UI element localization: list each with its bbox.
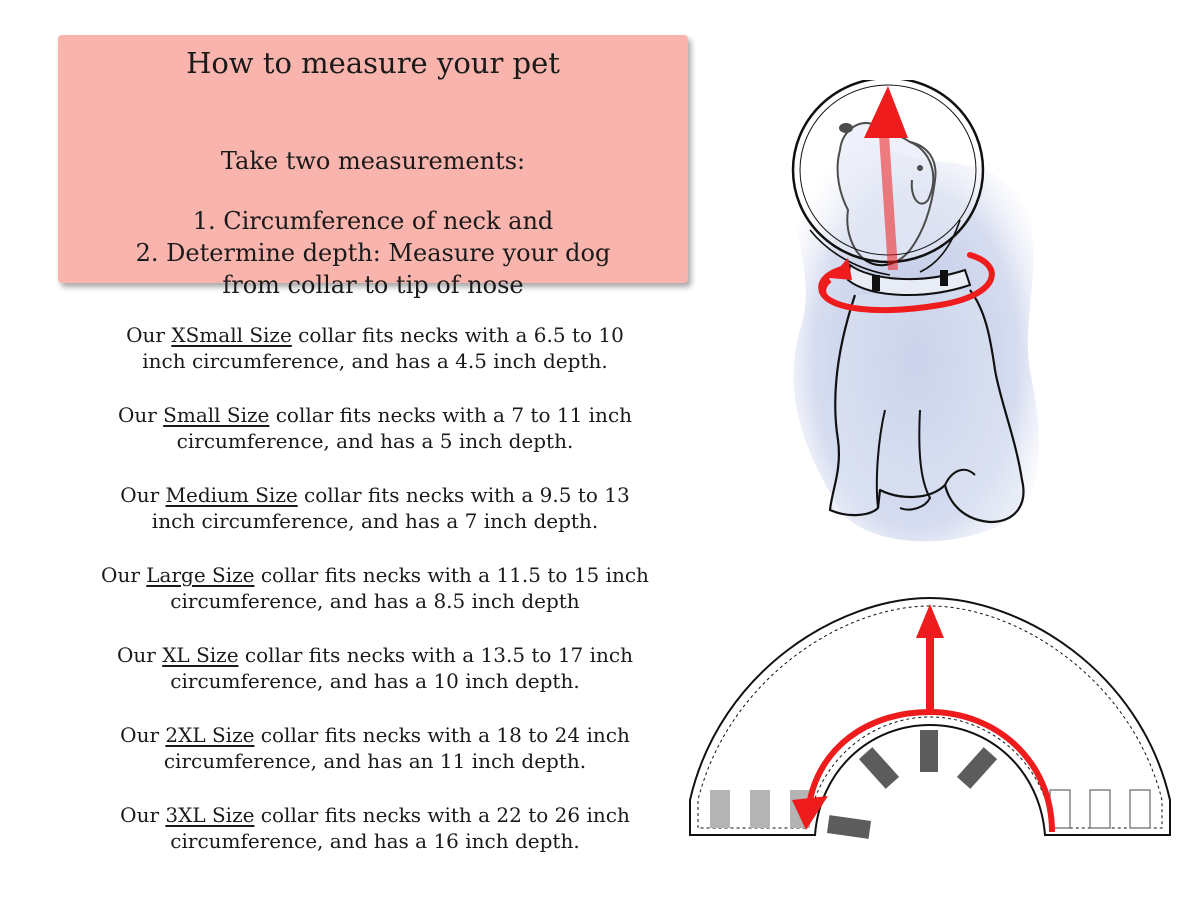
pattern-depth-arrow-shaft <box>926 630 934 712</box>
size-item-xl <box>70 642 680 722</box>
size-prefix: Our <box>117 403 164 427</box>
size-description: collar fits necks with a 9.5 to 13 <box>297 483 630 507</box>
slot-filled <box>710 790 730 828</box>
size-item-xsmall <box>70 322 680 402</box>
size-description-cont: circumference, and has an 11 inch depth. <box>163 749 587 773</box>
size-prefix: Our <box>116 643 163 667</box>
collar-clip <box>940 270 948 286</box>
size-name: 3XL Size <box>165 803 255 827</box>
size-item-2xl <box>70 722 680 802</box>
collar-clip <box>872 275 880 291</box>
size-name: XSmall Size <box>171 323 292 347</box>
size-description-cont: circumference, and has a 8.5 inch depth <box>170 589 580 613</box>
cone-pattern-diagram <box>680 590 1180 850</box>
size-list <box>70 322 680 882</box>
size-prefix: Our <box>126 323 172 347</box>
size-description: collar fits necks with a 6.5 to 10 <box>291 323 624 347</box>
size-name: 2XL Size <box>165 723 255 747</box>
size-name: XL Size <box>162 643 239 667</box>
slot-filled <box>750 790 770 828</box>
size-item-medium <box>70 482 680 562</box>
size-description-cont: circumference, and has a 10 inch depth. <box>170 669 580 693</box>
instructions-text <box>58 145 688 301</box>
size-prefix: Our <box>120 483 166 507</box>
instruction-step-2: 2. Determine depth: Measure your dog <box>135 239 611 267</box>
size-description-cont: inch circumference, and has a 7 inch depth. <box>151 509 599 533</box>
size-description: collar fits necks with a 22 to 26 inch <box>254 803 630 827</box>
size-item-large <box>70 562 680 642</box>
size-name: Small Size <box>163 403 270 427</box>
size-item-small <box>70 402 680 482</box>
size-name: Medium Size <box>165 483 298 507</box>
instruction-step-1: 1. Circumference of neck and <box>192 207 554 235</box>
collar-tab <box>957 747 997 789</box>
size-description: collar fits necks with a 13.5 to 17 inch <box>238 643 633 667</box>
collar-tab <box>920 730 938 772</box>
collar-tab <box>859 747 899 789</box>
size-description-cont: circumference, and has a 16 inch depth. <box>170 829 580 853</box>
size-description: collar fits necks with a 11.5 to 15 inch <box>254 563 649 587</box>
collar-tab <box>827 815 871 839</box>
dog-with-cone-illustration <box>760 80 1060 560</box>
size-prefix: Our <box>120 723 166 747</box>
size-description-cont: circumference, and has a 5 inch depth. <box>176 429 574 453</box>
size-description: collar fits necks with a 18 to 24 inch <box>254 723 630 747</box>
size-prefix: Our <box>120 803 166 827</box>
size-item-3xl <box>70 802 680 882</box>
size-description-cont: inch circumference, and has a 4.5 inch depth. <box>142 349 608 373</box>
instructions-box <box>58 35 688 299</box>
size-prefix: Our <box>101 563 147 587</box>
size-name: Large Size <box>146 563 255 587</box>
page-title: How to measure your pet <box>186 46 560 80</box>
size-description: collar fits necks with a 7 to 11 inch <box>269 403 633 427</box>
instructions-subtitle: Take two measurements: <box>220 147 526 175</box>
instruction-step-2-cont: from collar to tip of nose <box>222 271 524 299</box>
